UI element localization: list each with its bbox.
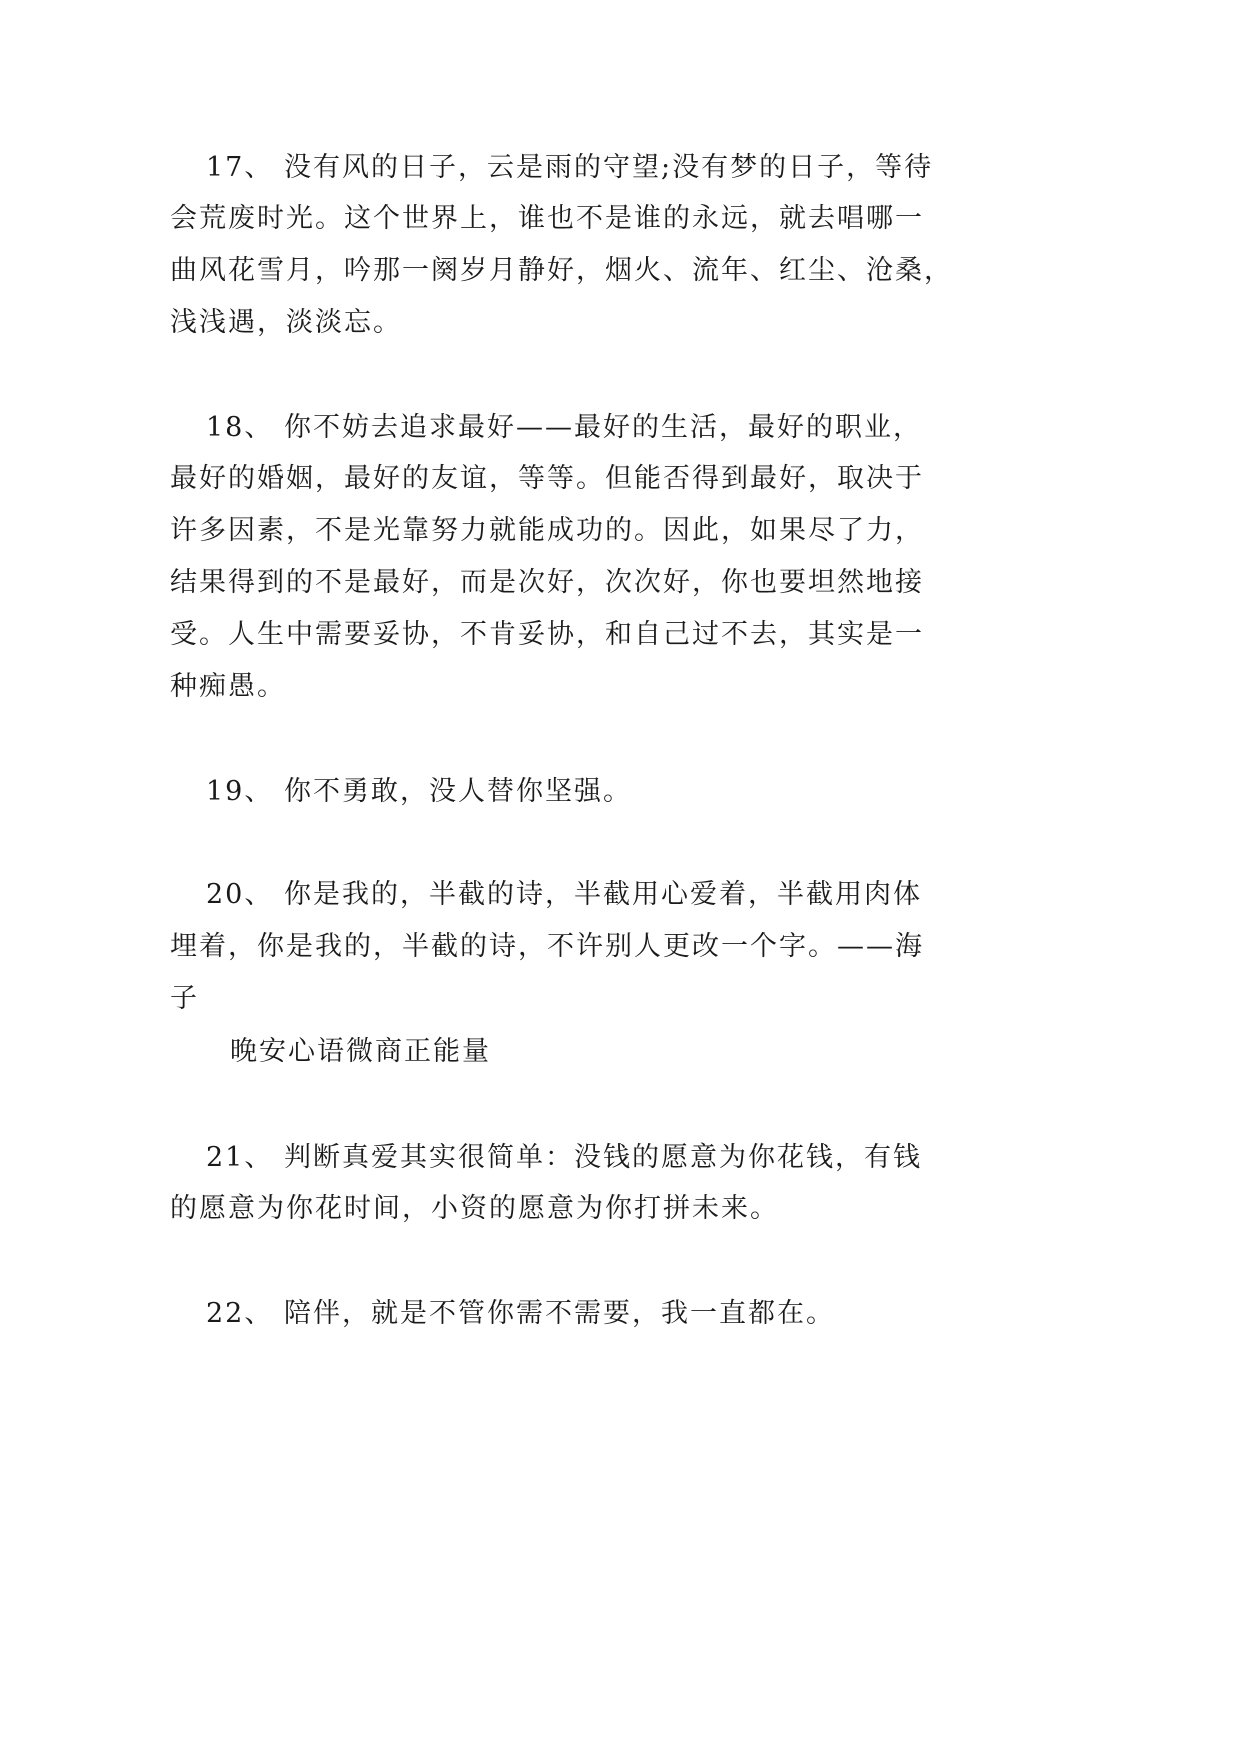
section-heading: 晚安心语微商正能量 bbox=[230, 1036, 491, 1067]
item-text: 你不妨去追求最好——最好的生活，最好的职业， bbox=[284, 412, 922, 443]
list-item-17-line-3: 曲风花雪月，吟那一阕岁月静好，烟火、流年、红尘、沧桑， bbox=[170, 255, 953, 286]
item-text: 陪伴，就是不管你需不需要，我一直都在。 bbox=[284, 1298, 835, 1329]
list-item-21-line-1 bbox=[206, 1140, 922, 1176]
list-item-17-line-4: 浅浅遇，淡淡忘。 bbox=[170, 307, 402, 338]
list-item-18-line-2: 最好的婚姻，最好的友谊，等等。但能否得到最好，取决于 bbox=[170, 463, 924, 494]
list-item-22-line-1 bbox=[206, 1296, 835, 1332]
item-number: 21、 bbox=[206, 1142, 274, 1173]
item-number: 22、 bbox=[206, 1298, 274, 1329]
list-item-18-line-4: 结果得到的不是最好，而是次好，次次好，你也要坦然地接 bbox=[170, 567, 924, 598]
list-item-17-line-1 bbox=[206, 150, 933, 186]
list-item-18-line-6: 种痴愚。 bbox=[170, 671, 286, 702]
list-item-18-line-3: 许多因素，不是光靠努力就能成功的。因此，如果尽了力， bbox=[170, 515, 924, 546]
item-number: 18、 bbox=[206, 412, 274, 443]
list-item-17-line-2: 会荒废时光。这个世界上，谁也不是谁的永远，就去唱哪一 bbox=[170, 203, 924, 234]
item-number: 20、 bbox=[206, 879, 274, 910]
item-text: 没有风的日子，云是雨的守望;没有梦的日子，等待 bbox=[284, 152, 934, 183]
item-text: 你是我的，半截的诗，半截用心爱着，半截用肉体 bbox=[284, 879, 922, 910]
item-number: 19、 bbox=[206, 776, 274, 807]
list-item-20-line-3: 子 bbox=[170, 983, 199, 1014]
item-number: 17、 bbox=[206, 152, 274, 183]
list-item-20-line-1 bbox=[206, 877, 922, 913]
item-text: 判断真爱其实很简单：没钱的愿意为你花钱，有钱 bbox=[284, 1142, 922, 1173]
list-item-20-line-2: 埋着，你是我的，半截的诗，不许别人更改一个字。——海 bbox=[170, 931, 924, 962]
list-item-19-line-1 bbox=[206, 774, 632, 810]
item-text: 你不勇敢，没人替你坚强。 bbox=[284, 776, 632, 807]
list-item-21-line-2: 的愿意为你花时间，小资的愿意为你打拼未来。 bbox=[170, 1193, 779, 1224]
list-item-18-line-1 bbox=[206, 410, 922, 446]
list-item-18-line-5: 受。人生中需要妥协，不肯妥协，和自己过不去，其实是一 bbox=[170, 619, 924, 650]
